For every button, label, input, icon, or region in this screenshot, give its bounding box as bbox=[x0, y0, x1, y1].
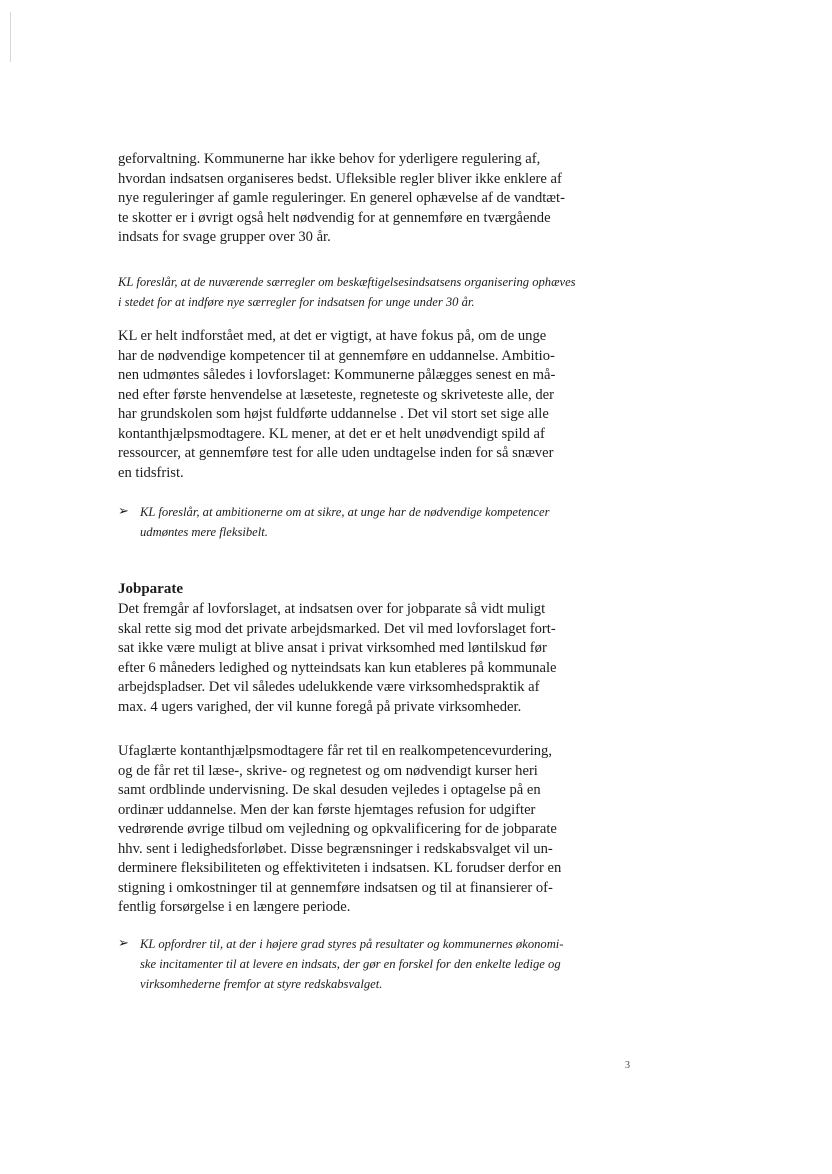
text-line: skal rette sig mod det private arbejdsmarked. Det vil med lovforslaget fort- bbox=[118, 620, 556, 637]
text-line: ressourcer, at gennemføre test for alle uden undtagelse inden for så snæver bbox=[118, 445, 554, 461]
text-line: Ufaglærte kontanthjælpsmodtagere får ret til en realkompetencevurdering, bbox=[118, 743, 553, 759]
text-line: KL opfordrer til, at der i højere grad styres på resultater og kommunernes økonomi- bbox=[140, 937, 564, 951]
page-number: 3 bbox=[625, 1060, 630, 1071]
arrow-bullet-icon: ➢ bbox=[118, 503, 129, 518]
text-line: sat ikke være muligt at blive ansat i privat virksomhed med løntilskud før bbox=[118, 640, 547, 656]
text-line: en tidsfrist. bbox=[118, 464, 184, 481]
text-line: fentlig forsørgelse i en længere periode. bbox=[118, 899, 351, 915]
text-line: ned efter første henvendelse at læseteste, regneteste og skriveteste alle, der bbox=[118, 386, 555, 403]
text-line: har grundskolen som højst fuldførte uddannelse . Det vil stort set sige alle bbox=[118, 406, 549, 422]
text-line: hhv. sent i ledighedsforløbet. Disse begrænsninger i redskabsvalget vil un- bbox=[118, 840, 553, 857]
text-line: vedrørende øvrige tilbud om vejledning og opkvalificering for de jobparate bbox=[118, 821, 557, 837]
text-line: Det fremgår af lovforslaget, at indsatsen over for jobparate så vidt muligt bbox=[118, 601, 546, 617]
paragraph-2 bbox=[118, 327, 598, 483]
paragraph-1 bbox=[118, 150, 598, 248]
text-line: KL er helt indforstået med, at det er vigtigt, at have fokus på, om de unge bbox=[118, 328, 547, 344]
scan-margin-mark bbox=[10, 12, 11, 62]
section-heading bbox=[118, 580, 598, 599]
text-line: te skotter er i øvrigt også helt nødvendig for at gennemføre en tværgående bbox=[118, 209, 551, 226]
text-line: geforvaltning. Kommunerne har ikke behov for yderligere regulering af, bbox=[118, 151, 541, 167]
text-line: udmøntes mere fleksibelt. bbox=[140, 525, 268, 539]
text-line: nen udmøntes således i lovforslaget: Kommunerne pålægges senest en må- bbox=[118, 367, 556, 383]
text-line: efter 6 måneders ledighed og nytteindsats kan kun etableres på kommunale bbox=[118, 659, 557, 676]
text-line: KL foreslår, at ambitionerne om at sikre, at unge har de nødvendige kompetencer bbox=[140, 505, 550, 519]
text-line: KL foreslår, at de nuværende særregler om beskæftigelsesindsatsens organisering ophæves bbox=[118, 275, 576, 289]
text-line: hvordan indsatsen organiseres bedst. Ufleksible regler bliver ikke enklere af bbox=[118, 170, 562, 187]
proposal-3-text bbox=[140, 934, 600, 994]
text-line: virksomhederne fremfor at styre redskabsvalget. bbox=[140, 977, 383, 991]
paragraph-4 bbox=[118, 742, 598, 918]
proposal-2 bbox=[118, 502, 598, 546]
heading-jobparate: Jobparate bbox=[118, 581, 183, 597]
text-line: nye reguleringer af gamle reguleringer. En generel ophævelse af de vandtæt- bbox=[118, 190, 565, 206]
text-line: indsats for svage grupper over 30 år. bbox=[118, 229, 331, 245]
proposal-2-text bbox=[140, 502, 600, 542]
text-line: i stedet for at indføre nye særregler for indsatsen for unge under 30 år. bbox=[118, 295, 475, 309]
text-line: stigning i omkostninger til at gennemføre indsatsen og til at finansierer of- bbox=[118, 879, 553, 896]
text-line: derminere fleksibiliteten og effektiviteten i indsatsen. KL forudser derfor en bbox=[118, 860, 562, 876]
arrow-bullet-icon: ➢ bbox=[118, 935, 129, 950]
text-line: har de nødvendige kompetencer til at gennemføre en uddannelse. Ambitio- bbox=[118, 347, 555, 364]
text-line: max. 4 ugers varighed, der vil kunne foregå på private virksomheder. bbox=[118, 698, 522, 715]
text-line: ske incitamenter til at levere en indsats, der gør en forskel for den enkelte ledige og bbox=[140, 957, 561, 971]
text-line: arbejdspladser. Det vil således udelukkende være virksomhedspraktik af bbox=[118, 679, 540, 695]
proposal-1 bbox=[118, 272, 598, 312]
proposal-3 bbox=[118, 934, 598, 998]
text-line: samt ordblinde undervisning. De skal desuden vejledes i optagelse på en bbox=[118, 782, 541, 798]
text-line: ordinær uddannelse. Men der kan første hjemtages refusion for udgifter bbox=[118, 801, 536, 818]
text-line: kontanthjælpsmodtagere. KL mener, at det er et helt unødvendigt spild af bbox=[118, 425, 545, 442]
paragraph-3 bbox=[118, 600, 598, 717]
text-line: og de får ret til læse-, skrive- og regnetest og om nødvendigt kurser heri bbox=[118, 762, 538, 779]
